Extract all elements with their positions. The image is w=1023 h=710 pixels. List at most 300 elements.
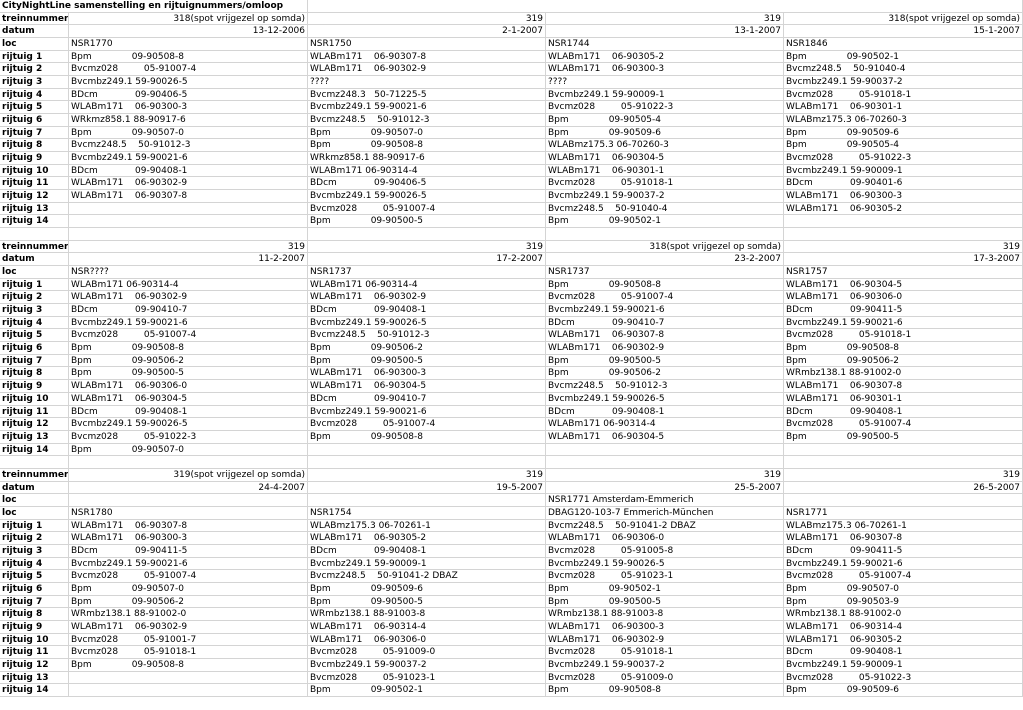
loc-row [0,266,1023,279]
car-cell[interactable]: Bvcmz248.5 50-91040-4 [784,63,1023,75]
car-cell[interactable]: BDcm 09-90410-7 [546,317,784,329]
car-cell[interactable]: Bvcmz248.5 50-91012-3 [308,329,546,341]
rijtuig-label[interactable]: rijtuig 2 [0,291,69,303]
date-cell[interactable]: 24-4-2007 [69,482,308,494]
rijtuig-row [0,431,1023,444]
trein-number-cell[interactable]: 319 [69,241,308,253]
car-cell[interactable]: WLABm171 06-90300-3 [546,621,784,633]
rijtuig-label[interactable]: rijtuig 4 [0,558,69,570]
car-cell[interactable]: BDcm 09-90408-1 [546,406,784,418]
loc-label[interactable]: loc [0,494,69,506]
rijtuig-row [0,608,1023,621]
car-cell[interactable]: BDcm 09-90406-5 [308,177,546,189]
car-cell[interactable]: WLABm171 06-90314-4 [308,165,546,177]
rijtuig-label[interactable]: rijtuig 9 [0,621,69,633]
car-cell[interactable]: Bpm 09-90502-1 [546,215,784,227]
car-cell[interactable]: ???? [546,76,784,88]
car-cell[interactable]: Bvcmbz249.1 59-90037-2 [784,76,1023,88]
car-cell[interactable]: Bvcmz028 05-91007-4 [308,418,546,430]
empty-cell[interactable] [308,228,546,240]
car-cell[interactable]: Bvcmbz249.1 59-90026-5 [546,558,784,570]
rijtuig-row [0,177,1023,190]
car-cell[interactable] [69,684,308,696]
car-cell[interactable]: Bpm 09-90505-4 [546,114,784,126]
datum-label[interactable]: datum [0,253,69,265]
rijtuig-label[interactable]: rijtuig 1 [0,51,69,63]
car-cell[interactable]: Bpm 09-90500-5 [308,596,546,608]
car-cell[interactable]: WLABm171 06-90307-8 [69,190,308,202]
car-cell[interactable]: Bpm 09-90506-2 [69,596,308,608]
car-cell[interactable]: WLABm171 06-90302-9 [308,63,546,75]
car-cell[interactable]: Bvcmbz249.1 59-90021-6 [69,152,308,164]
car-cell[interactable]: Bvcmz248.5 50-91012-3 [69,139,308,151]
rijtuig-row [0,279,1023,292]
car-cell[interactable]: WRmbz138.1 88-91003-8 [546,608,784,620]
car-cell[interactable] [784,215,1023,227]
date-cell[interactable]: 19-5-2007 [308,482,546,494]
rijtuig-label[interactable]: rijtuig 8 [0,608,69,620]
loc-cell[interactable]: NSR???? [69,266,308,278]
car-cell[interactable]: Bpm 09-90509-6 [784,127,1023,139]
car-cell[interactable]: WLABm171 06-90302-9 [546,342,784,354]
date-cell[interactable]: 11-2-2007 [69,253,308,265]
car-cell[interactable]: ???? [308,76,546,88]
rijtuig-label[interactable]: rijtuig 11 [0,177,69,189]
empty-cell[interactable] [69,228,308,240]
car-cell[interactable]: Bvcmbz249.1 59-90026-5 [546,393,784,405]
car-cell[interactable]: Bpm 09-90502-1 [308,684,546,696]
rijtuig-label[interactable]: rijtuig 3 [0,76,69,88]
car-cell[interactable]: WLABm171 06-90302-9 [69,621,308,633]
car-cell[interactable]: BDcm 09-90408-1 [308,545,546,557]
car-cell[interactable]: Bpm 09-90508-8 [308,431,546,443]
car-cell[interactable]: Bvcmbz249.1 59-90037-2 [546,659,784,671]
car-cell[interactable]: Bpm 09-90500-5 [546,596,784,608]
loc-label[interactable]: loc [0,266,69,278]
car-cell[interactable]: WLABm171 06-90301-1 [784,101,1023,113]
datum-row [0,482,1023,495]
date-cell[interactable]: 17-2-2007 [308,253,546,265]
rijtuig-row [0,342,1023,355]
car-cell[interactable]: BDcm 09-90411-5 [784,545,1023,557]
rijtuig-label[interactable]: rijtuig 3 [0,545,69,557]
car-cell[interactable]: WLABm171 06-90300-3 [69,532,308,544]
car-cell[interactable]: WLABm171 06-90306-0 [546,532,784,544]
car-cell[interactable]: Bvcmz028 05-91022-3 [69,431,308,443]
rijtuig-row [0,672,1023,685]
rijtuig-label[interactable]: rijtuig 5 [0,101,69,113]
trein-number-cell[interactable]: 319 [308,241,546,253]
rijtuig-row [0,558,1023,571]
car-cell[interactable]: WLABmz175.3 06-70261-1 [308,520,546,532]
car-cell[interactable]: WLABm171 06-90300-3 [308,367,546,379]
datum-label[interactable]: datum [0,482,69,494]
blank-row [0,456,1023,469]
car-cell[interactable]: Bpm 09-90506-2 [546,367,784,379]
car-cell[interactable]: Bpm 09-90505-4 [784,139,1023,151]
car-cell[interactable]: Bvcmz028 05-91018-1 [546,177,784,189]
car-cell[interactable]: BDcm 09-90408-1 [308,304,546,316]
rijtuig-label[interactable]: rijtuig 12 [0,190,69,202]
rijtuig-label[interactable]: rijtuig 7 [0,596,69,608]
loc-cell[interactable]: NSR1846 [784,38,1023,50]
car-cell[interactable]: Bpm 09-90502-1 [784,51,1023,63]
car-cell[interactable]: WLABm171 06-90302-9 [308,291,546,303]
rijtuig-row [0,76,1023,89]
car-cell[interactable]: Bvcmz248.5 50-91012-3 [308,114,546,126]
car-cell[interactable]: Bvcmbz249.1 59-90037-2 [546,190,784,202]
car-cell[interactable]: Bvcmz028 05-91007-4 [69,63,308,75]
car-cell[interactable]: Bvcmbz249.1 59-90009-1 [784,165,1023,177]
car-cell[interactable]: Bvcmz028 05-91009-0 [546,672,784,684]
loc-cell[interactable]: NSR1750 [308,38,546,50]
rijtuig-label[interactable]: rijtuig 10 [0,634,69,646]
car-cell[interactable]: WRmbz138.1 88-91002-0 [784,367,1023,379]
empty-cell[interactable] [0,456,69,468]
loc-cell[interactable] [69,494,308,506]
car-cell[interactable]: Bpm 09-90507-0 [69,583,308,595]
car-cell[interactable]: Bvcmz248.5 50-91012-3 [546,380,784,392]
rijtuig-row [0,127,1023,140]
car-cell[interactable]: Bvcmz028 05-91018-1 [69,646,308,658]
loc-cell[interactable]: NSR1737 [546,266,784,278]
loc-cell[interactable]: DBAG120-103-7 Emmerich-München [546,507,784,519]
empty-cell[interactable] [0,228,69,240]
car-cell[interactable]: Bvcmbz249.1 59-90021-6 [308,101,546,113]
car-cell[interactable]: Bpm 09-90500-5 [784,431,1023,443]
trein-number-cell[interactable]: 319 [546,469,784,481]
datum-row [0,253,1023,266]
rijtuig-row [0,634,1023,647]
car-cell[interactable]: Bvcmz028 05-91022-3 [546,101,784,113]
rijtuig-label[interactable]: rijtuig 1 [0,279,69,291]
car-cell[interactable]: Bvcmz028 05-91022-3 [784,152,1023,164]
empty-cell[interactable] [546,456,784,468]
car-cell[interactable]: Bvcmz028 05-91007-4 [784,418,1023,430]
car-cell[interactable]: Bvcmbz249.1 59-90026-5 [308,190,546,202]
car-cell[interactable]: Bpm 09-90500-5 [308,215,546,227]
trein-number-cell[interactable]: 319(spot vrijgezel op somda) [69,469,308,481]
loc-label[interactable]: loc [0,507,69,519]
car-cell[interactable] [69,203,308,215]
title-row [0,0,1023,13]
rijtuig-row [0,317,1023,330]
car-cell[interactable]: Bpm 09-90507-0 [69,127,308,139]
loc-cell[interactable]: NSR1757 [784,266,1023,278]
sheet-title[interactable]: CityNightLine samenstelling en rijtuignummers/omloop [0,0,308,12]
date-cell[interactable]: 2-1-2007 [308,25,546,37]
car-cell[interactable] [546,444,784,456]
car-cell[interactable]: WLABmz175.3 06-70260-3 [784,114,1023,126]
car-cell[interactable]: Bpm 09-90509-6 [308,583,546,595]
car-cell[interactable]: Bpm 09-90500-5 [69,367,308,379]
loc-cell[interactable]: NSR1771 Amsterdam-Emmerich [546,494,784,506]
trein-number-cell[interactable]: 318(spot vrijgezel op somda) [546,241,784,253]
car-cell[interactable]: WLABm171 06-90304-5 [784,279,1023,291]
car-cell[interactable]: Bpm 09-90508-8 [546,279,784,291]
car-cell[interactable]: WLABm171 06-90301-1 [784,393,1023,405]
car-cell[interactable]: Bvcmz028 05-91007-4 [69,570,308,582]
car-cell[interactable]: BDcm 09-90401-6 [784,177,1023,189]
trein-number-cell[interactable]: 318(spot vrijgezel op somda) [69,13,308,25]
car-cell[interactable]: Bvcmz248.3 50-71225-5 [308,89,546,101]
car-cell[interactable]: WLABm171 06-90314-4 [308,621,546,633]
rijtuig-row [0,63,1023,76]
car-cell[interactable]: Bvcmbz249.1 59-90026-5 [69,418,308,430]
car-cell[interactable]: Bpm 09-90502-1 [546,583,784,595]
rijtuig-label[interactable]: rijtuig 2 [0,63,69,75]
car-cell[interactable]: Bvcmbz249.1 59-90009-1 [784,659,1023,671]
car-cell[interactable] [784,444,1023,456]
car-cell[interactable]: WRmbz138.1 88-91002-0 [69,608,308,620]
car-cell[interactable]: WLABm171 06-90306-0 [784,291,1023,303]
car-cell[interactable]: WLABm171 06-90314-4 [784,621,1023,633]
rijtuig-label[interactable]: rijtuig 8 [0,367,69,379]
car-cell[interactable]: BDcm 09-90410-7 [308,393,546,405]
loc-row [0,38,1023,51]
car-cell[interactable]: BDcm 09-90410-7 [69,304,308,316]
rijtuig-row [0,418,1023,431]
car-cell[interactable] [69,672,308,684]
rijtuig-label[interactable]: rijtuig 1 [0,520,69,532]
loc-cell[interactable]: NSR1754 [308,507,546,519]
trein-number-cell[interactable]: 319 [784,241,1023,253]
empty-cell[interactable] [308,456,546,468]
car-cell[interactable]: WLABm171 06-90304-5 [546,152,784,164]
car-cell[interactable]: Bpm 09-90503-9 [784,596,1023,608]
car-cell[interactable]: WLABmz175.3 06-70261-1 [784,520,1023,532]
loc-cell[interactable]: NSR1770 [69,38,308,50]
car-cell[interactable]: WLABm171 06-90307-8 [546,329,784,341]
car-cell[interactable]: Bvcmbz249.1 59-90037-2 [308,659,546,671]
car-cell[interactable]: WLABm171 06-90304-5 [546,431,784,443]
car-cell[interactable] [69,215,308,227]
trein-label[interactable]: treinnummer [2,241,69,252]
car-cell[interactable]: Bvcmz028 05-91001-7 [69,634,308,646]
date-cell[interactable]: 23-2-2007 [546,253,784,265]
car-cell[interactable]: Bvcmbz249.1 59-90009-1 [546,89,784,101]
car-cell[interactable]: Bvcmz028 05-91018-1 [546,646,784,658]
car-cell[interactable]: Bvcmz248.5 50-91041-2 DBAZ [308,570,546,582]
empty-cell[interactable] [546,228,784,240]
car-cell[interactable]: Bpm 09-90508-8 [784,342,1023,354]
car-cell[interactable]: Bpm 09-90506-2 [308,342,546,354]
car-cell[interactable]: WLABm171 06-90307-8 [784,380,1023,392]
datum-label[interactable]: datum [0,25,69,37]
car-cell[interactable]: Bpm 09-90509-6 [546,127,784,139]
car-cell[interactable]: Bvcmz028 05-91018-1 [784,89,1023,101]
car-cell[interactable]: BDcm 09-90406-5 [69,89,308,101]
rijtuig-row [0,304,1023,317]
car-cell[interactable]: Bpm 09-90509-6 [784,684,1023,696]
car-cell[interactable]: Bvcmbz249.1 59-90021-6 [69,558,308,570]
car-cell[interactable]: Bpm 09-90507-0 [69,444,308,456]
rijtuig-label[interactable]: rijtuig 14 [0,215,69,227]
rijtuig-row [0,51,1023,64]
car-cell[interactable]: WRkmz858.1 88-90917-6 [308,152,546,164]
rijtuig-label[interactable]: rijtuig 12 [0,659,69,671]
rijtuig-label[interactable]: rijtuig 14 [0,444,69,456]
car-cell[interactable]: Bvcmz248.5 50-91040-4 [546,203,784,215]
car-cell[interactable]: Bpm 09-90500-5 [546,355,784,367]
trein-label[interactable]: treinnummer [2,13,69,24]
car-cell[interactable]: Bvcmz028 05-91007-4 [308,203,546,215]
car-cell[interactable]: Bvcmbz249.1 59-90026-5 [69,76,308,88]
date-cell[interactable]: 13-1-2007 [546,25,784,37]
car-cell[interactable]: Bvcmbz249.1 59-90021-6 [784,317,1023,329]
rijtuig-row [0,444,1023,457]
car-cell[interactable]: BDcm 09-90408-1 [69,406,308,418]
rijtuig-row [0,367,1023,380]
date-cell[interactable]: 17-3-2007 [784,253,1023,265]
empty-cell[interactable] [69,456,308,468]
car-cell[interactable]: Bvcmbz249.1 59-90009-1 [308,558,546,570]
car-cell[interactable]: WLABm171 06-90301-1 [546,165,784,177]
rijtuig-label[interactable]: rijtuig 13 [0,431,69,443]
car-cell[interactable]: WLABm171 06-90302-9 [69,291,308,303]
loc-label[interactable]: loc [0,38,69,50]
car-cell[interactable]: Bvcmbz249.1 59-90021-6 [69,317,308,329]
rijtuig-label[interactable]: rijtuig 10 [0,165,69,177]
rijtuig-label[interactable]: rijtuig 13 [0,203,69,215]
car-cell[interactable]: WLABm171 06-90300-3 [784,190,1023,202]
car-cell[interactable]: WLABm171 06-90302-9 [69,177,308,189]
car-cell[interactable]: Bvcmz028 05-91007-4 [784,570,1023,582]
car-cell[interactable]: WLABm171 06-90307-8 [784,532,1023,544]
car-cell[interactable]: Bvcmz028 05-91007-4 [546,291,784,303]
car-cell[interactable]: WLABm171 06-90305-2 [784,634,1023,646]
car-cell[interactable]: Bvcmz028 05-91023-1 [546,570,784,582]
car-cell[interactable]: Bpm 09-90508-8 [69,342,308,354]
empty-cell[interactable] [784,228,1023,240]
car-cell[interactable]: Bpm 09-90508-8 [69,659,308,671]
car-cell[interactable]: Bvcmz028 05-91005-8 [546,545,784,557]
car-cell[interactable]: Bvcmz028 05-91018-1 [784,329,1023,341]
car-cell[interactable]: Bpm 09-90508-8 [546,684,784,696]
car-cell[interactable]: Bpm 09-90506-2 [784,355,1023,367]
car-cell[interactable]: WLABm171 06-90305-2 [308,532,546,544]
loc-cell[interactable]: NSR1780 [69,507,308,519]
rijtuig-label[interactable]: rijtuig 14 [0,684,69,696]
rijtuig-label[interactable]: rijtuig 6 [0,583,69,595]
car-cell[interactable]: Bpm 09-90507-0 [784,583,1023,595]
rijtuig-label[interactable]: rijtuig 2 [0,532,69,544]
rijtuig-label[interactable]: rijtuig 9 [0,380,69,392]
rijtuig-row [0,215,1023,228]
car-cell[interactable]: WLABm171 06-90302-9 [546,634,784,646]
car-cell[interactable]: WLABm171 06-90307-8 [69,520,308,532]
car-cell[interactable]: Bvcmbz249.1 59-90021-6 [784,558,1023,570]
rijtuig-label[interactable]: rijtuig 11 [0,646,69,658]
car-cell[interactable]: WRmbz138.1 88-91002-0 [784,608,1023,620]
car-cell[interactable]: WLABm171 06-90307-8 [308,51,546,63]
car-cell[interactable]: WLABmz175.3 06-70260-3 [546,139,784,151]
date-cell[interactable]: 13-12-2006 [69,25,308,37]
loc-cell[interactable] [784,494,1023,506]
rijtuig-label[interactable]: rijtuig 13 [0,672,69,684]
car-cell[interactable]: WLABm171 06-90304-5 [308,380,546,392]
trein-number-cell[interactable]: 319 [308,13,546,25]
loc-cell[interactable]: NSR1771 [784,507,1023,519]
car-cell[interactable]: BDcm 09-90408-1 [69,165,308,177]
rijtuig-label[interactable]: rijtuig 5 [0,329,69,341]
rijtuig-row [0,621,1023,634]
car-cell[interactable]: WLABm171 06-90300-3 [69,101,308,113]
loc-cell[interactable]: NSR1744 [546,38,784,50]
rijtuig-label[interactable]: rijtuig 10 [0,393,69,405]
car-cell[interactable]: WLABm171 06-90314-4 [308,279,546,291]
car-cell[interactable]: Bpm 09-90507-0 [308,127,546,139]
car-cell[interactable]: WLABm171 06-90300-3 [546,63,784,75]
rijtuig-label[interactable]: rijtuig 5 [0,570,69,582]
trein-label[interactable]: treinnummer [2,469,69,480]
trein-number-cell[interactable]: 318(spot vrijgezel op somda) [784,13,1023,25]
car-cell[interactable]: Bvcmbz249.1 59-90021-6 [308,406,546,418]
car-cell[interactable]: BDcm 09-90411-5 [784,304,1023,316]
car-cell[interactable]: Bvcmz028 05-91009-0 [308,646,546,658]
rijtuig-label[interactable]: rijtuig 8 [0,139,69,151]
rijtuig-label[interactable]: rijtuig 12 [0,418,69,430]
date-cell[interactable]: 25-5-2007 [546,482,784,494]
car-cell[interactable]: Bvcmz028 05-91023-1 [308,672,546,684]
car-cell[interactable]: BDcm 09-90408-1 [784,406,1023,418]
rijtuig-label[interactable]: rijtuig 9 [0,152,69,164]
car-cell[interactable]: WLABm171 06-90306-0 [69,380,308,392]
trein-number-cell[interactable]: 319 [308,469,546,481]
trein-number-cell[interactable]: 319 [546,13,784,25]
loc-cell[interactable] [308,494,546,506]
trein-row [0,13,1023,26]
rijtuig-label[interactable]: rijtuig 4 [0,89,69,101]
loc-cell[interactable]: NSR1737 [308,266,546,278]
rijtuig-label[interactable]: rijtuig 7 [0,355,69,367]
rijtuig-label[interactable]: rijtuig 6 [0,342,69,354]
car-cell[interactable]: Bpm 09-90500-5 [308,355,546,367]
car-cell[interactable]: Bvcmbz249.1 59-90021-6 [546,304,784,316]
car-cell[interactable]: WLABm171 06-90305-2 [784,203,1023,215]
car-cell[interactable]: Bpm 09-90506-2 [69,355,308,367]
car-cell[interactable]: BDcm 09-90411-5 [69,545,308,557]
rijtuig-row [0,583,1023,596]
car-cell[interactable]: WLABm171 06-90304-5 [69,393,308,405]
car-cell[interactable]: WRkmz858.1 88-90917-6 [69,114,308,126]
rijtuig-row [0,520,1023,533]
car-cell[interactable]: WLABm171 06-90314-4 [546,418,784,430]
date-cell[interactable]: 15-1-2007 [784,25,1023,37]
trein-number-cell[interactable]: 319 [784,469,1023,481]
rijtuig-label[interactable]: rijtuig 3 [0,304,69,316]
car-cell[interactable]: Bvcmz248.5 50-91041-2 DBAZ [546,520,784,532]
car-cell[interactable]: Bvcmz028 05-91022-3 [784,672,1023,684]
car-cell[interactable]: BDcm 09-90408-1 [784,646,1023,658]
car-cell[interactable]: Bvcmbz249.1 59-90026-5 [308,317,546,329]
car-cell[interactable]: Bpm 09-90508-8 [308,139,546,151]
empty-cell[interactable] [784,456,1023,468]
car-cell[interactable]: Bpm 09-90508-8 [69,51,308,63]
car-cell[interactable]: WRmbz138.1 88-91003-8 [308,608,546,620]
empty-cell[interactable] [308,0,1023,12]
rijtuig-label[interactable]: rijtuig 7 [0,127,69,139]
car-cell[interactable]: WLABm171 06-90306-0 [308,634,546,646]
date-cell[interactable]: 26-5-2007 [784,482,1023,494]
car-cell[interactable] [308,444,546,456]
car-cell[interactable]: WLABm171 06-90305-2 [546,51,784,63]
rijtuig-label[interactable]: rijtuig 6 [0,114,69,126]
rijtuig-label[interactable]: rijtuig 4 [0,317,69,329]
car-cell[interactable]: WLABm171 06-90314-4 [69,279,308,291]
rijtuig-label[interactable]: rijtuig 11 [0,406,69,418]
car-cell[interactable]: Bvcmz028 05-91007-4 [69,329,308,341]
